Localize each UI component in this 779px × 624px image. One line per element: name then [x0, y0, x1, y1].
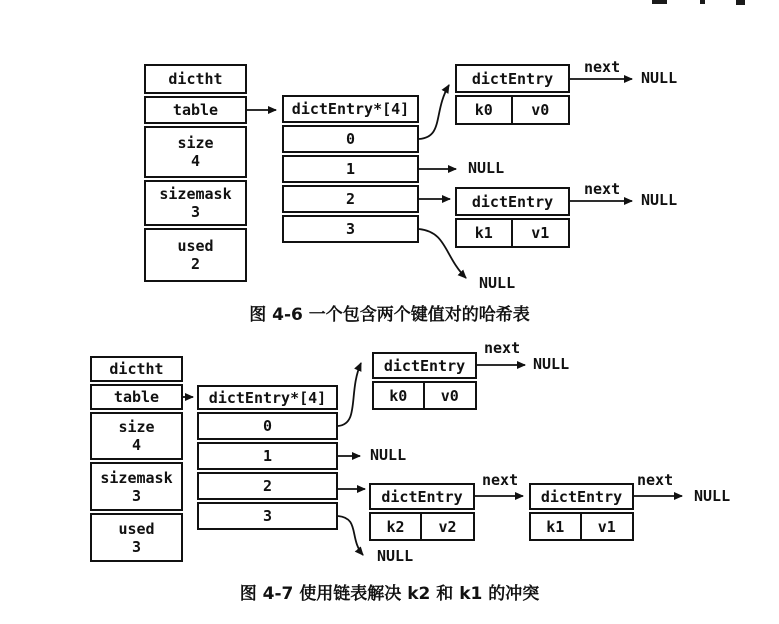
fig47-struct-row-used: [90, 513, 183, 562]
fig47-entry-k1-kv: [529, 512, 634, 541]
fig47-entry-k1-title-text: dictEntry: [540, 487, 623, 506]
fig47-slot1-text: 1: [262, 447, 273, 465]
fig47-entry-k2-title: [369, 483, 475, 510]
fig46-array-slot-3: [282, 215, 419, 243]
page-header-fragment: [700, 0, 705, 4]
fig46-entry-k0-kv: [455, 95, 570, 125]
fig47-sizemask-label: sizemask: [100, 468, 173, 487]
fig47-arrow-slot0-to-entry-k0: [338, 363, 361, 426]
fig47-array-header-text: dictEntry*[4]: [208, 388, 327, 407]
fig46-next-label-k0: next: [584, 58, 621, 76]
fig47-struct-row-size: [90, 412, 183, 460]
fig46-slot1-text: 1: [345, 160, 356, 178]
fig47-entry-k2-key: k2: [371, 514, 422, 539]
fig47-null-slot1: NULL: [370, 446, 407, 464]
fig47-entry-k1-value: v1: [597, 517, 616, 536]
figure-4-6-caption: 图 4-6 一个包含两个键值对的哈希表: [249, 305, 530, 325]
fig47-array-slot-3: [197, 502, 338, 530]
fig47-array-slot-1: [197, 442, 338, 470]
fig46-bucket-array: [282, 95, 419, 243]
fig47-next-label-k2: next: [482, 471, 519, 489]
fig47-entry-k0-value: v0: [440, 386, 459, 405]
fig46-null-after-k1: NULL: [641, 191, 678, 209]
fig47-dictentry-k2: [369, 483, 475, 541]
fig46-entry-k1-key: k1: [457, 220, 513, 246]
fig46-used-value: 2: [190, 255, 201, 273]
fig46-array-header: [282, 95, 419, 123]
fig47-entry-k1-key: k1: [531, 514, 582, 539]
fig47-size-label: size: [118, 418, 155, 436]
fig46-sizemask-label: sizemask: [159, 185, 232, 203]
fig46-struct-title-text: dictht: [168, 70, 223, 88]
fig47-array-header: [197, 385, 338, 410]
fig47-struct-title-text: dictht: [109, 360, 164, 378]
fig47-entry-k1-title: [529, 483, 634, 510]
fig46-array-slot-1: [282, 155, 419, 183]
fig47-struct-row-sizemask: [90, 462, 183, 511]
fig46-size-label: size: [177, 134, 214, 152]
fig47-sizemask-value: 3: [131, 486, 142, 505]
fig47-next-label-k1: next: [637, 471, 674, 489]
fig47-dictht-struct: [90, 356, 183, 562]
fig47-size-value: 4: [131, 436, 142, 454]
fig47-bucket-array: [197, 385, 338, 530]
fig46-null-after-k0: NULL: [641, 69, 678, 87]
fig46-array-slot-0: [282, 125, 419, 153]
fig47-null-after-k1: NULL: [694, 487, 731, 505]
fig47-dictentry-k1: [529, 483, 634, 541]
fig47-entry-k0-key: k0: [374, 383, 425, 408]
fig47-used-label: used: [118, 519, 155, 538]
fig46-struct-title: [144, 64, 247, 94]
page-header-fragment: [652, 0, 667, 4]
fig47-slot2-text: 2: [262, 477, 273, 495]
fig46-next-label-k1: next: [584, 180, 621, 198]
fig47-next-label-k0: next: [484, 339, 521, 357]
fig46-slot3-text: 3: [345, 220, 356, 238]
fig46-array-header-text: dictEntry*[4]: [291, 100, 410, 118]
fig47-null-after-k0: NULL: [533, 355, 570, 373]
fig46-struct-row-used: [144, 228, 247, 282]
fig46-slot0-text: 0: [345, 130, 356, 148]
fig46-table-label: table: [172, 101, 219, 119]
fig46-entry-k1-kv: [455, 218, 570, 248]
fig46-dictentry-k0: [455, 64, 570, 125]
fig47-dictentry-k0: [372, 352, 477, 410]
fig46-entry-k0-value: v0: [531, 101, 550, 119]
fig47-array-slot-0: [197, 412, 338, 440]
fig46-entry-k0-key: k0: [457, 97, 513, 123]
fig47-table-label: table: [113, 388, 160, 406]
fig46-sizemask-value: 3: [190, 203, 201, 221]
fig47-entry-k0-kv: [372, 381, 477, 410]
fig47-array-slot-2: [197, 472, 338, 500]
fig46-dictht-struct: [144, 64, 247, 282]
fig46-struct-row-size: [144, 126, 247, 178]
fig47-entry-k0-title-text: dictEntry: [383, 356, 466, 375]
fig47-struct-row-table: [90, 384, 183, 410]
fig47-slot3-text: 3: [262, 507, 273, 525]
fig46-size-value: 4: [190, 152, 201, 170]
fig46-struct-row-table: [144, 96, 247, 124]
fig46-entry-k1-value: v1: [531, 224, 550, 242]
fig47-slot0-text: 0: [262, 417, 273, 435]
page-header-fragment: [736, 0, 745, 5]
fig46-entry-k1-title-text: dictEntry: [471, 192, 554, 211]
fig47-arrow-slot3-to-null: [338, 516, 363, 555]
fig46-dictentry-k1: [455, 187, 570, 248]
fig47-used-value: 3: [131, 537, 142, 556]
fig47-entry-k2-kv: [369, 512, 475, 541]
fig47-entry-k2-title-text: dictEntry: [381, 487, 463, 506]
fig46-entry-k0-title-text: dictEntry: [471, 69, 554, 88]
fig46-struct-row-sizemask: [144, 180, 247, 226]
fig47-entry-k0-title: [372, 352, 477, 379]
fig46-null-slot1: NULL: [468, 159, 505, 177]
fig46-used-label: used: [177, 237, 214, 255]
figure-4-7-caption: 图 4-7 使用链表解决 k2 和 k1 的冲突: [239, 584, 540, 604]
fig46-entry-k0-title: [455, 64, 570, 93]
fig46-entry-k1-title: [455, 187, 570, 216]
fig47-entry-k2-value: v2: [438, 517, 457, 536]
fig46-arrow-slot0-to-entry-k0: [419, 85, 449, 139]
fig47-struct-title: [90, 356, 183, 382]
fig46-slot2-text: 2: [345, 190, 356, 208]
fig46-array-slot-2: [282, 185, 419, 213]
fig46-null-slot3: NULL: [479, 274, 516, 292]
fig47-null-slot3: NULL: [377, 547, 414, 565]
